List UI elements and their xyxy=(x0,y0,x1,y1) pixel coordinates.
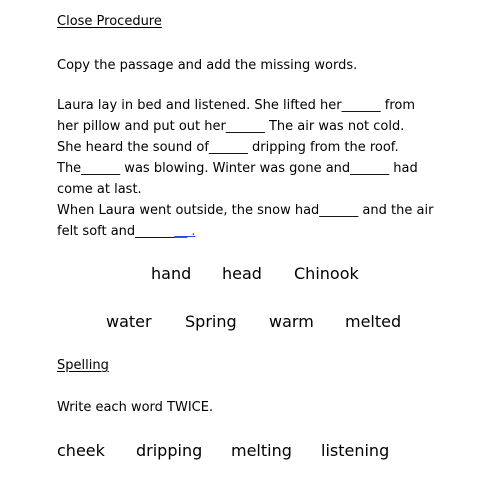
passage-last-line xyxy=(57,224,195,239)
passage-line: The______ was blowing. Winter was gone and______ had xyxy=(57,161,418,176)
passage-line: come at last. xyxy=(57,182,142,197)
passage-line: When Laura went outside, the snow had______ and the air xyxy=(57,203,434,218)
close-instruction: Copy the passage and add the missing words. xyxy=(57,58,358,73)
word-bank-chinook: Chinook xyxy=(294,264,359,283)
spelling-word-listening: listening xyxy=(321,441,390,460)
word-bank-hand: hand xyxy=(151,264,192,283)
passage-line: She heard the sound of______ dripping from the roof. xyxy=(57,140,399,155)
passage-line: her pillow and put out her______ The air was not cold. xyxy=(57,119,405,134)
spelling-word-cheek: cheek xyxy=(57,441,105,460)
spelling-word-dripping: dripping xyxy=(136,441,203,460)
spelling-word-melting: melting xyxy=(231,441,292,460)
close-procedure-heading: Close Procedure xyxy=(57,14,162,29)
word-bank-spring: Spring xyxy=(185,312,237,331)
word-bank-melted: melted xyxy=(345,312,402,331)
word-bank-water: water xyxy=(106,312,152,331)
spelling-instruction: Write each word TWICE. xyxy=(57,400,214,415)
passage-last-line-text: felt soft and______ xyxy=(57,224,175,239)
word-bank-warm: warm xyxy=(269,312,314,331)
answer-blank-mark: __ . xyxy=(174,224,196,239)
spelling-heading: Spelling xyxy=(57,358,109,373)
passage-line: Laura lay in bed and listened. She lifted her______ from xyxy=(57,98,415,113)
word-bank-head: head xyxy=(222,264,262,283)
